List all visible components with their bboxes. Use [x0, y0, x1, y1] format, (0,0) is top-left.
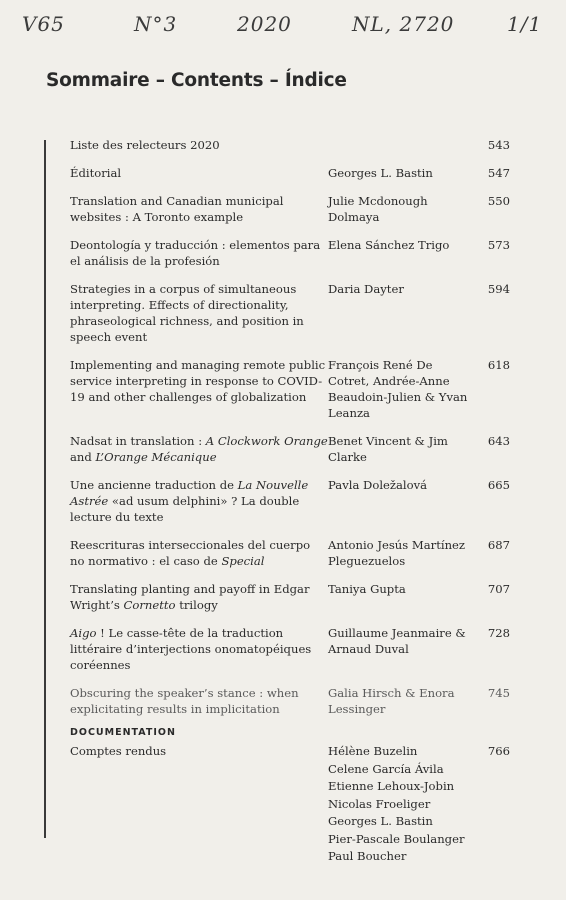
- handwritten-annotation: [22, 12, 552, 52]
- entry-author: Julie Mcdonough Dolmaya: [328, 194, 428, 224]
- entry-title-italic: Special: [221, 554, 265, 568]
- entry-title: [70, 625, 328, 673]
- review-author: Georges L. Bastin: [328, 814, 433, 828]
- entry-page: 766: [487, 744, 510, 758]
- entry-author: Georges L. Bastin: [328, 166, 433, 180]
- entry-title: [70, 477, 328, 525]
- toc-entry[interactable]: [70, 237, 510, 269]
- entry-page: 594: [487, 282, 510, 296]
- entry-page: 643: [487, 434, 510, 448]
- entry-page: 745: [487, 686, 510, 700]
- entry-title: [70, 433, 328, 465]
- entry-author: François René De Cotret, Andrée-Anne Beaudoin-Julien & Yvan Leanza: [328, 358, 468, 420]
- entry-title: Translation and Canadian municipal websites : A Toronto example: [70, 194, 284, 224]
- toc-entry[interactable]: [70, 477, 510, 525]
- entry-author: Daria Dayter: [328, 282, 404, 296]
- entry-title: [70, 537, 328, 569]
- section-heading-documentation: DOCUMENTATION: [70, 727, 176, 738]
- review-author-list: [328, 743, 476, 866]
- toc-entry[interactable]: [70, 537, 510, 569]
- entry-title-part: and: [70, 450, 96, 464]
- entry-title: Comptes rendus: [70, 744, 167, 758]
- entry-page: 728: [487, 626, 510, 640]
- review-author: Nicolas Froeliger: [328, 796, 431, 811]
- entry-title-italic: A Clockwork Orange: [205, 434, 328, 448]
- toc-entry-reviews[interactable]: [70, 743, 510, 866]
- review-author: Pier-Pascale Boulanger: [328, 831, 465, 846]
- entry-title-part: trilogy: [175, 598, 218, 612]
- entry-author: Taniya Gupta: [328, 582, 406, 596]
- handwritten-note: NL, 2720: [352, 12, 455, 36]
- toc-entry[interactable]: [70, 625, 510, 673]
- handwritten-number: N°3: [134, 12, 178, 36]
- page-title: Sommaire – Contents – Índice: [46, 70, 347, 91]
- entry-title: Éditorial: [70, 166, 122, 180]
- entry-author: [328, 137, 476, 153]
- entry-author: Elena Sánchez Trigo: [328, 238, 450, 252]
- entry-title: Implementing and managing remote public service interpreting in response to COVID-19 and other challenges of globalization: [70, 358, 326, 404]
- entry-title: Deontología y traducción : elementos para el análisis de la profesión: [70, 238, 321, 268]
- entry-title: Obscuring the speaker’s stance : when explicitating results in implicitation: [70, 686, 299, 716]
- toc-entry[interactable]: [70, 165, 510, 181]
- entry-title-part: Reescrituras interseccionales del cuerpo no normativo : el caso de: [70, 538, 311, 568]
- toc-entry[interactable]: [70, 685, 510, 717]
- entry-page: 550: [487, 194, 510, 208]
- entry-title-italic: L’Orange Mécanique: [95, 450, 217, 464]
- entry-page: 547: [487, 166, 510, 180]
- toc-entry[interactable]: [70, 581, 510, 613]
- entry-title-part: «ad usum delphini» ? La double lecture du texte: [70, 494, 300, 524]
- entry-page: 543: [487, 138, 510, 152]
- entry-title-part: Translating planting and payoff in Edgar Wright’s: [70, 582, 310, 612]
- entry-title-part: Une ancienne traduction de: [70, 478, 238, 492]
- entry-author: Antonio Jesús Martínez Pleguezuelos: [328, 538, 466, 568]
- toc-entry[interactable]: [70, 137, 510, 153]
- entry-author: Galia Hirsch & Enora Lessinger: [328, 686, 455, 716]
- review-author: Hélène Buzelin: [328, 744, 418, 758]
- toc-entry[interactable]: [70, 357, 510, 421]
- table-of-contents: [70, 137, 510, 878]
- entry-page: 618: [487, 358, 510, 372]
- handwritten-year: 2020: [237, 12, 292, 36]
- entry-title: Liste des relecteurs 2020: [70, 138, 220, 152]
- review-author: Etienne Lehoux-Jobin: [328, 779, 455, 793]
- entry-author: Pavla Doležalová: [328, 478, 428, 492]
- entry-author: Guillaume Jeanmaire & Arnaud Duval: [328, 626, 466, 656]
- entry-author: Benet Vincent & Jim Clarke: [328, 434, 448, 464]
- entry-page: 573: [487, 238, 510, 252]
- entry-title-part: Nadsat in translation :: [70, 434, 206, 448]
- handwritten-volume: V65: [22, 12, 65, 36]
- entry-title-italic: Cornetto: [123, 598, 176, 612]
- entry-title-part: ! Le casse-tête de la traduction littéraire d’interjections onomatopéiques coréennes: [70, 626, 312, 672]
- entry-page: 707: [487, 582, 510, 596]
- entry-title-italic: Aigo: [70, 626, 97, 640]
- margin-rule: [44, 140, 46, 838]
- entry-title-italic: La Nouvelle Astrée: [70, 478, 309, 508]
- entry-page: 687: [487, 538, 510, 552]
- entry-title: [70, 581, 328, 613]
- toc-entry[interactable]: [70, 193, 510, 225]
- review-author: Paul Boucher: [328, 849, 407, 863]
- handwritten-fraction: 1/1: [507, 12, 543, 36]
- entry-page: 665: [487, 478, 510, 492]
- review-author: Celene García Ávila: [328, 761, 444, 776]
- toc-entry[interactable]: [70, 281, 510, 345]
- toc-entry[interactable]: [70, 433, 510, 465]
- entry-title: Strategies in a corpus of simultaneous interpreting. Effects of directionality, phraseological richness, and position in speech event: [70, 282, 304, 344]
